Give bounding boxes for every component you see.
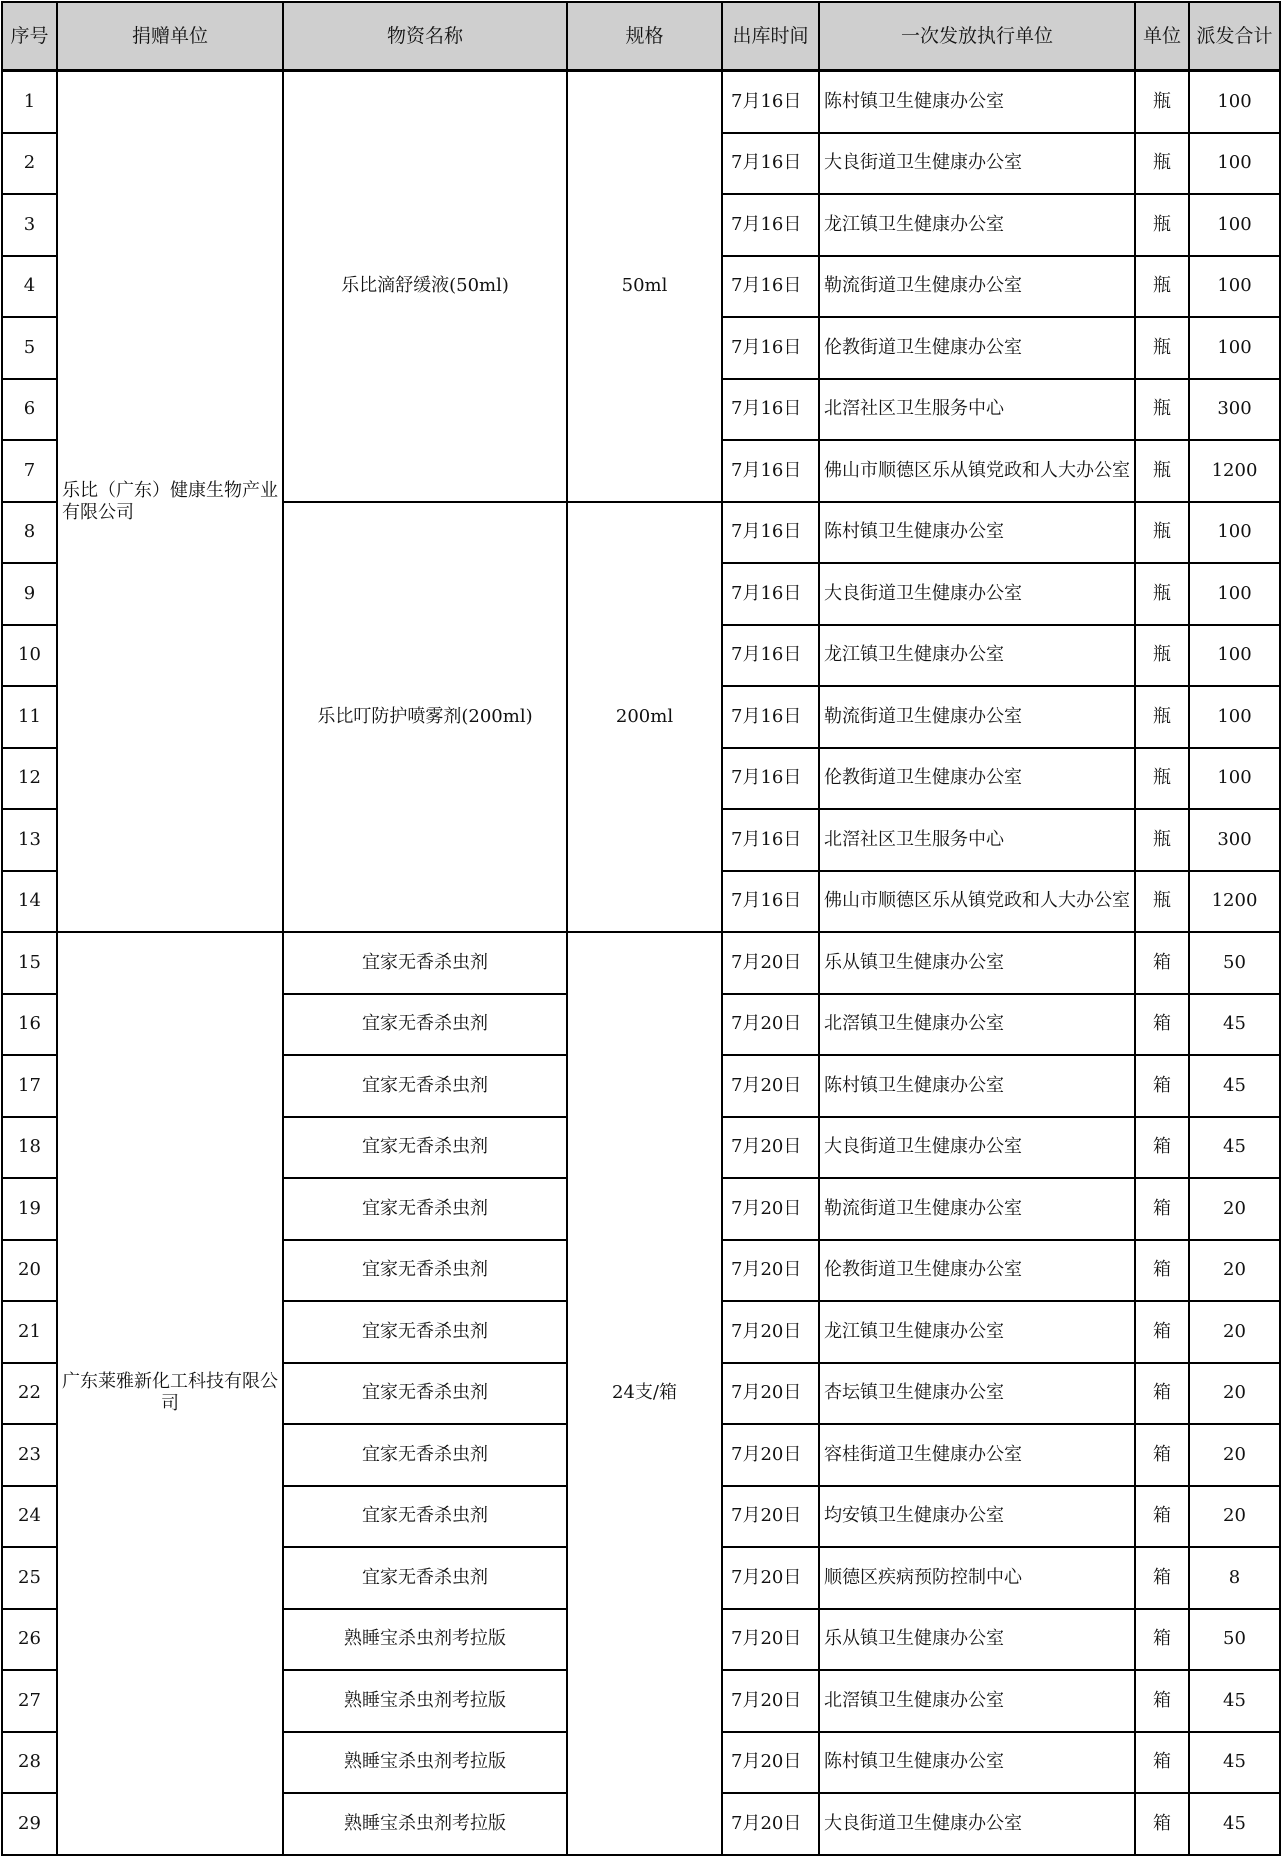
recipient-cell: 杏坛镇卫生健康办公室 <box>819 1363 1135 1425</box>
recipient-cell: 顺德区疾病预防控制中心 <box>819 1547 1135 1609</box>
unit-cell: 瓶 <box>1135 748 1189 810</box>
recipient-cell: 佛山市顺德区乐从镇党政和人大办公室 <box>819 871 1135 933</box>
recipient-cell: 大良街道卫生健康办公室 <box>819 133 1135 195</box>
unit-cell: 箱 <box>1135 1363 1189 1425</box>
unit-cell: 箱 <box>1135 1547 1189 1609</box>
seq-cell: 4 <box>2 256 57 318</box>
unit-cell: 瓶 <box>1135 563 1189 625</box>
total-cell: 100 <box>1189 194 1280 256</box>
unit-cell: 瓶 <box>1135 379 1189 441</box>
item-cell: 宜家无香杀虫剂 <box>283 1363 567 1425</box>
item-cell: 熟睡宝杀虫剂考拉版 <box>283 1732 567 1794</box>
item-cell: 熟睡宝杀虫剂考拉版 <box>283 1670 567 1732</box>
unit-cell: 瓶 <box>1135 871 1189 933</box>
col-header-spec: 规格 <box>567 2 722 71</box>
date-cell: 7月16日 <box>722 625 819 687</box>
unit-cell: 箱 <box>1135 1240 1189 1302</box>
total-cell: 45 <box>1189 994 1280 1056</box>
table-row <box>2 932 1280 994</box>
table-row <box>2 71 1280 133</box>
col-header-seq: 序号 <box>2 2 57 71</box>
seq-cell: 9 <box>2 563 57 625</box>
total-cell: 100 <box>1189 563 1280 625</box>
seq-cell: 3 <box>2 194 57 256</box>
unit-cell: 瓶 <box>1135 133 1189 195</box>
col-header-unit: 单位 <box>1135 2 1189 71</box>
recipient-cell: 北滘镇卫生健康办公室 <box>819 1670 1135 1732</box>
unit-cell: 瓶 <box>1135 71 1189 133</box>
col-header-date: 出库时间 <box>722 2 819 71</box>
spec-cell: 200ml <box>567 502 722 933</box>
date-cell: 7月16日 <box>722 256 819 318</box>
distribution-table <box>1 1 1281 1856</box>
unit-cell: 瓶 <box>1135 317 1189 379</box>
total-cell: 100 <box>1189 625 1280 687</box>
total-cell: 100 <box>1189 748 1280 810</box>
unit-cell: 瓶 <box>1135 256 1189 318</box>
spec-cell: 24支/箱 <box>567 932 722 1855</box>
recipient-cell: 勒流街道卫生健康办公室 <box>819 1178 1135 1240</box>
seq-cell: 15 <box>2 932 57 994</box>
date-cell: 7月16日 <box>722 379 819 441</box>
seq-cell: 19 <box>2 1178 57 1240</box>
unit-cell: 箱 <box>1135 1178 1189 1240</box>
col-header-item: 物资名称 <box>283 2 567 71</box>
seq-cell: 26 <box>2 1609 57 1671</box>
recipient-cell: 大良街道卫生健康办公室 <box>819 563 1135 625</box>
unit-cell: 箱 <box>1135 1055 1189 1117</box>
total-cell: 1200 <box>1189 440 1280 502</box>
total-cell: 100 <box>1189 256 1280 318</box>
table-body <box>2 71 1280 1855</box>
item-cell: 宜家无香杀虫剂 <box>283 1486 567 1548</box>
unit-cell: 瓶 <box>1135 809 1189 871</box>
date-cell: 7月16日 <box>722 871 819 933</box>
date-cell: 7月16日 <box>722 809 819 871</box>
recipient-cell: 陈村镇卫生健康办公室 <box>819 502 1135 564</box>
donor-cell: 广东莱雅新化工科技有限公司 <box>57 932 283 1855</box>
item-cell: 宜家无香杀虫剂 <box>283 1424 567 1486</box>
total-cell: 45 <box>1189 1055 1280 1117</box>
total-cell: 8 <box>1189 1547 1280 1609</box>
unit-cell: 箱 <box>1135 1486 1189 1548</box>
recipient-cell: 北滘镇卫生健康办公室 <box>819 994 1135 1056</box>
total-cell: 1200 <box>1189 871 1280 933</box>
unit-cell: 瓶 <box>1135 686 1189 748</box>
recipient-cell: 均安镇卫生健康办公室 <box>819 1486 1135 1548</box>
seq-cell: 12 <box>2 748 57 810</box>
seq-cell: 10 <box>2 625 57 687</box>
total-cell: 100 <box>1189 71 1280 133</box>
recipient-cell: 陈村镇卫生健康办公室 <box>819 1732 1135 1794</box>
date-cell: 7月16日 <box>722 194 819 256</box>
item-cell: 宜家无香杀虫剂 <box>283 1055 567 1117</box>
total-cell: 300 <box>1189 809 1280 871</box>
total-cell: 45 <box>1189 1117 1280 1179</box>
recipient-cell: 龙江镇卫生健康办公室 <box>819 625 1135 687</box>
seq-cell: 18 <box>2 1117 57 1179</box>
date-cell: 7月20日 <box>722 1670 819 1732</box>
seq-cell: 29 <box>2 1793 57 1855</box>
item-cell: 熟睡宝杀虫剂考拉版 <box>283 1609 567 1671</box>
recipient-cell: 勒流街道卫生健康办公室 <box>819 686 1135 748</box>
recipient-cell: 陈村镇卫生健康办公室 <box>819 71 1135 133</box>
total-cell: 20 <box>1189 1240 1280 1302</box>
total-cell: 45 <box>1189 1732 1280 1794</box>
seq-cell: 24 <box>2 1486 57 1548</box>
date-cell: 7月20日 <box>722 1117 819 1179</box>
spec-cell: 50ml <box>567 71 722 502</box>
total-cell: 20 <box>1189 1301 1280 1363</box>
seq-cell: 7 <box>2 440 57 502</box>
header-row <box>2 2 1280 71</box>
recipient-cell: 伦教街道卫生健康办公室 <box>819 748 1135 810</box>
seq-cell: 8 <box>2 502 57 564</box>
unit-cell: 箱 <box>1135 1732 1189 1794</box>
date-cell: 7月20日 <box>722 1793 819 1855</box>
unit-cell: 箱 <box>1135 1793 1189 1855</box>
date-cell: 7月20日 <box>722 1486 819 1548</box>
seq-cell: 25 <box>2 1547 57 1609</box>
recipient-cell: 佛山市顺德区乐从镇党政和人大办公室 <box>819 440 1135 502</box>
recipient-cell: 陈村镇卫生健康办公室 <box>819 1055 1135 1117</box>
recipient-cell: 伦教街道卫生健康办公室 <box>819 1240 1135 1302</box>
donor-cell: 乐比（广东）健康生物产业有限公司 <box>57 71 283 933</box>
item-cell: 宜家无香杀虫剂 <box>283 1547 567 1609</box>
date-cell: 7月20日 <box>722 1363 819 1425</box>
total-cell: 20 <box>1189 1363 1280 1425</box>
unit-cell: 箱 <box>1135 1117 1189 1179</box>
col-header-donor: 捐赠单位 <box>57 2 283 71</box>
total-cell: 50 <box>1189 932 1280 994</box>
seq-cell: 21 <box>2 1301 57 1363</box>
item-cell: 宜家无香杀虫剂 <box>283 994 567 1056</box>
recipient-cell: 龙江镇卫生健康办公室 <box>819 194 1135 256</box>
seq-cell: 5 <box>2 317 57 379</box>
seq-cell: 27 <box>2 1670 57 1732</box>
date-cell: 7月16日 <box>722 686 819 748</box>
item-cell: 宜家无香杀虫剂 <box>283 1301 567 1363</box>
date-cell: 7月20日 <box>722 1547 819 1609</box>
item-cell: 熟睡宝杀虫剂考拉版 <box>283 1793 567 1855</box>
total-cell: 20 <box>1189 1178 1280 1240</box>
seq-cell: 22 <box>2 1363 57 1425</box>
total-cell: 100 <box>1189 133 1280 195</box>
recipient-cell: 勒流街道卫生健康办公室 <box>819 256 1135 318</box>
unit-cell: 瓶 <box>1135 502 1189 564</box>
total-cell: 100 <box>1189 317 1280 379</box>
recipient-cell: 龙江镇卫生健康办公室 <box>819 1301 1135 1363</box>
date-cell: 7月20日 <box>722 1240 819 1302</box>
seq-cell: 13 <box>2 809 57 871</box>
seq-cell: 16 <box>2 994 57 1056</box>
total-cell: 20 <box>1189 1424 1280 1486</box>
recipient-cell: 北滘社区卫生服务中心 <box>819 379 1135 441</box>
total-cell: 45 <box>1189 1670 1280 1732</box>
item-cell: 乐比滴舒缓液(50ml) <box>283 71 567 502</box>
unit-cell: 箱 <box>1135 1609 1189 1671</box>
total-cell: 20 <box>1189 1486 1280 1548</box>
recipient-cell: 乐从镇卫生健康办公室 <box>819 932 1135 994</box>
unit-cell: 瓶 <box>1135 194 1189 256</box>
date-cell: 7月20日 <box>722 932 819 994</box>
recipient-cell: 大良街道卫生健康办公室 <box>819 1117 1135 1179</box>
item-cell: 宜家无香杀虫剂 <box>283 1240 567 1302</box>
seq-cell: 17 <box>2 1055 57 1117</box>
date-cell: 7月16日 <box>722 133 819 195</box>
recipient-cell: 乐从镇卫生健康办公室 <box>819 1609 1135 1671</box>
total-cell: 100 <box>1189 686 1280 748</box>
date-cell: 7月16日 <box>722 748 819 810</box>
seq-cell: 1 <box>2 71 57 133</box>
col-header-total: 派发合计 <box>1189 2 1280 71</box>
seq-cell: 11 <box>2 686 57 748</box>
date-cell: 7月20日 <box>722 994 819 1056</box>
item-cell: 乐比叮防护喷雾剂(200ml) <box>283 502 567 933</box>
date-cell: 7月16日 <box>722 317 819 379</box>
recipient-cell: 大良街道卫生健康办公室 <box>819 1793 1135 1855</box>
recipient-cell: 伦教街道卫生健康办公室 <box>819 317 1135 379</box>
seq-cell: 23 <box>2 1424 57 1486</box>
date-cell: 7月20日 <box>722 1424 819 1486</box>
total-cell: 45 <box>1189 1793 1280 1855</box>
total-cell: 300 <box>1189 379 1280 441</box>
seq-cell: 6 <box>2 379 57 441</box>
seq-cell: 2 <box>2 133 57 195</box>
seq-cell: 14 <box>2 871 57 933</box>
unit-cell: 瓶 <box>1135 625 1189 687</box>
seq-cell: 20 <box>2 1240 57 1302</box>
unit-cell: 箱 <box>1135 994 1189 1056</box>
date-cell: 7月16日 <box>722 563 819 625</box>
date-cell: 7月20日 <box>722 1732 819 1794</box>
item-cell: 宜家无香杀虫剂 <box>283 1178 567 1240</box>
recipient-cell: 北滘社区卫生服务中心 <box>819 809 1135 871</box>
date-cell: 7月20日 <box>722 1609 819 1671</box>
unit-cell: 瓶 <box>1135 440 1189 502</box>
date-cell: 7月20日 <box>722 1055 819 1117</box>
item-cell: 宜家无香杀虫剂 <box>283 1117 567 1179</box>
unit-cell: 箱 <box>1135 1424 1189 1486</box>
item-cell: 宜家无香杀虫剂 <box>283 932 567 994</box>
unit-cell: 箱 <box>1135 1301 1189 1363</box>
date-cell: 7月20日 <box>722 1301 819 1363</box>
total-cell: 50 <box>1189 1609 1280 1671</box>
date-cell: 7月20日 <box>722 1178 819 1240</box>
date-cell: 7月16日 <box>722 502 819 564</box>
total-cell: 100 <box>1189 502 1280 564</box>
col-header-recipient: 一次发放执行单位 <box>819 2 1135 71</box>
seq-cell: 28 <box>2 1732 57 1794</box>
unit-cell: 箱 <box>1135 1670 1189 1732</box>
recipient-cell: 容桂街道卫生健康办公室 <box>819 1424 1135 1486</box>
date-cell: 7月16日 <box>722 71 819 133</box>
date-cell: 7月16日 <box>722 440 819 502</box>
unit-cell: 箱 <box>1135 932 1189 994</box>
